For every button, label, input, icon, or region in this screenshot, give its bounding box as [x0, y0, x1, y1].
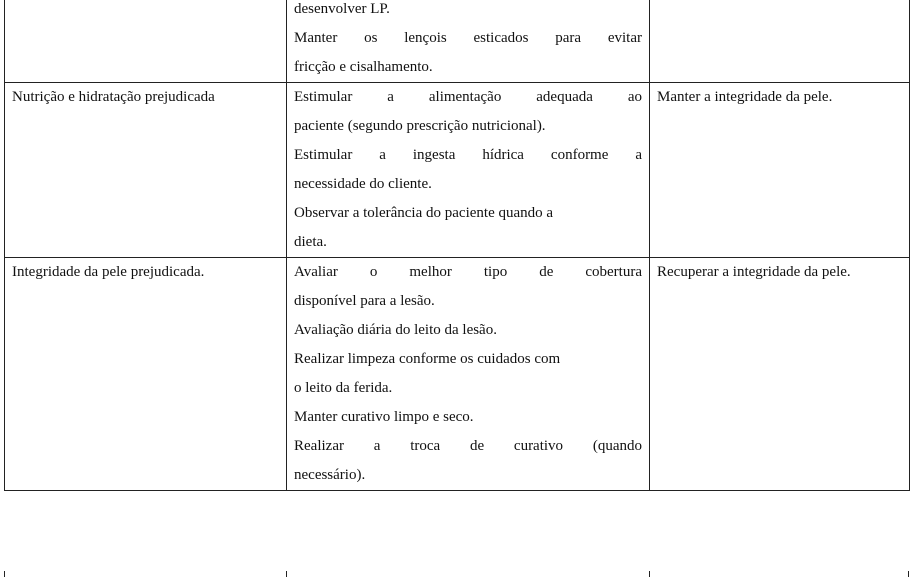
problem-cell [5, 258, 287, 491]
intervention-line: fricção e cisalhamento. [294, 59, 433, 75]
intervention-line: Realizar limpeza conforme os cuidados com [294, 351, 561, 367]
intervention-line: Avaliar o melhor tipo de cobertura [294, 264, 642, 280]
intervention-line: paciente (segundo prescrição nutricional). [294, 118, 546, 134]
care-plan-table [4, 0, 910, 491]
table-row [5, 258, 910, 491]
interventions-cell [287, 258, 650, 491]
goal-cell [650, 0, 910, 83]
intervention-line: Manter os lençois esticados para evitar [294, 30, 642, 46]
intervention-line: necessário). [294, 467, 366, 483]
intervention-line: necessidade do cliente. [294, 176, 432, 192]
intervention-line: desenvolver LP. [294, 1, 390, 17]
intervention-line: Estimular a alimentação adequada ao [294, 89, 642, 105]
intervention-line: o leito da ferida. [294, 380, 393, 396]
table-row [5, 0, 910, 83]
intervention-line: Manter curativo limpo e seco. [294, 409, 474, 425]
goal-cell [650, 83, 910, 258]
interventions-cell [287, 83, 650, 258]
goal-text: Manter a integridade da pele. [657, 89, 833, 105]
intervention-line: Avaliação diária do leito da lesão. [294, 322, 497, 338]
intervention-line: dieta. [294, 234, 327, 250]
column-divider [649, 571, 650, 577]
column-divider [286, 571, 287, 577]
goal-cell [650, 258, 910, 491]
intervention-line: Realizar a troca de curativo (quando [294, 438, 642, 454]
problem-cell [5, 0, 287, 83]
goal-text: Recuperar a integridade da pele. [657, 264, 851, 280]
table-continuation [4, 571, 909, 577]
intervention-line: Estimular a ingesta hídrica conforme a [294, 147, 642, 163]
problem-text: Integridade da pele prejudicada. [12, 264, 205, 280]
intervention-line: Observar a tolerância do paciente quando a [294, 205, 554, 221]
intervention-line: disponível para a lesão. [294, 293, 435, 309]
problem-cell [5, 83, 287, 258]
interventions-cell [287, 0, 650, 83]
table-row [5, 83, 910, 258]
problem-text: Nutrição e hidratação prejudicada [12, 89, 215, 105]
